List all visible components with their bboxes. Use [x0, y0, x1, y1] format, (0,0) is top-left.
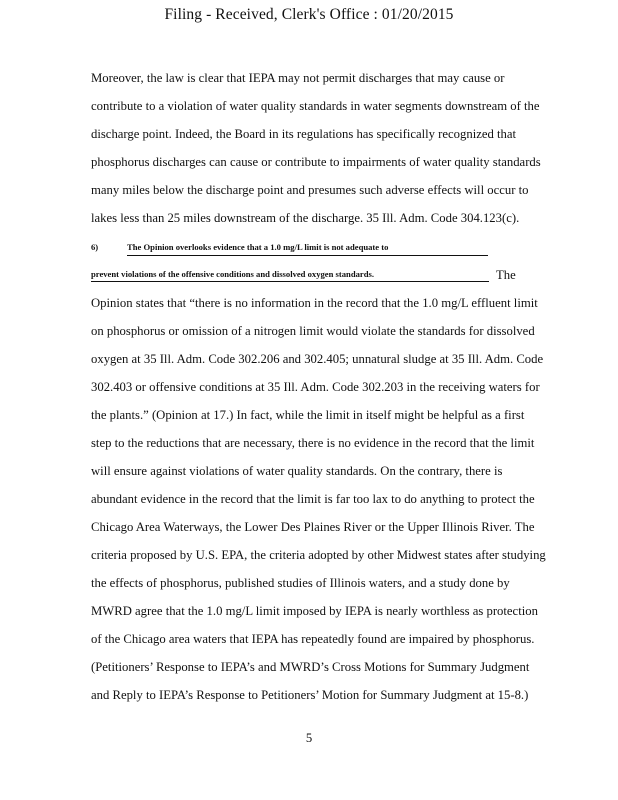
heading-number: 6) — [91, 242, 99, 252]
text-line: of the Chicago area waters that IEPA has repeatedly found are impaired by phosphorus. — [91, 632, 535, 646]
text-line: Chicago Area Waterways, the Lower Des Plaines River or the Upper Illinois River. The — [91, 520, 535, 534]
text-line: the effects of phosphorus, published studies of Illinois waters, and a study done by — [91, 576, 510, 590]
text-line: many miles below the discharge point and presumes such adverse effects will occur to — [91, 183, 529, 197]
text-line: will ensure against violations of water quality standards. On the contrary, there is — [91, 464, 503, 478]
text-line: step to the reductions that are necessary, there is no evidence in the record that the limit — [91, 436, 535, 450]
text-line: phosphorus discharges can cause or contribute to impairments of water quality standards — [91, 155, 541, 169]
text-line: 302.403 or offensive conditions at 35 Ill. Adm. Code 302.203 in the receiving waters for — [91, 380, 540, 394]
paragraph-moreover — [91, 64, 581, 232]
text-line: (Petitioners’ Response to IEPA’s and MWRD’s Cross Motions for Summary Judgment — [91, 660, 530, 674]
text-line: discharge point. Indeed, the Board in its regulations has specifically recognized that — [91, 127, 517, 141]
filing-header: Filing - Received, Clerk's Office : 01/20/2015 — [164, 6, 454, 23]
text-line: Moreover, the law is clear that IEPA may not permit discharges that may cause or — [91, 71, 505, 85]
heading-line-1: The Opinion overlooks evidence that a 1.0 mg/L limit is not adequate to — [127, 242, 389, 252]
text-line: the plants.” (Opinion at 17.) In fact, while the limit in itself might be helpful as a first — [91, 408, 525, 422]
text-line: on phosphorus or omission of a nitrogen limit would violate the standards for dissolved — [91, 324, 535, 338]
text-line: and Reply to IEPA’s Response to Petitioners’ Motion for Summary Judgment at 15-8.) — [91, 688, 529, 702]
text-line: MWRD agree that the 1.0 mg/L limit imposed by IEPA is nearly worthless as protection — [91, 604, 538, 618]
text-line: Opinion states that “there is no information in the record that the 1.0 mg/L effluent limit — [91, 296, 538, 310]
heading-line-2: prevent violations of the offensive conditions and dissolved oxygen standards. — [91, 269, 374, 279]
text-line: oxygen at 35 Ill. Adm. Code 302.206 and 302.405; unnatural sludge at 35 Ill. Adm. Code — [91, 352, 544, 366]
paragraph-opinion — [91, 289, 581, 709]
text-line: contribute to a violation of water quality standards in water segments downstream of the — [91, 99, 540, 113]
heading-trailing-word: The — [496, 268, 516, 282]
heading-underline-2 — [91, 281, 489, 282]
text-line: lakes less than 25 miles downstream of the discharge. 35 Ill. Adm. Code 304.123(c). — [91, 211, 520, 225]
heading-underline-1 — [127, 255, 488, 256]
text-line: abundant evidence in the record that the limit is far too lax to do anything to protect the — [91, 492, 535, 506]
text-line: criteria proposed by U.S. EPA, the criteria adopted by other Midwest states after studying — [91, 548, 546, 562]
page-number: 5 — [305, 731, 313, 745]
